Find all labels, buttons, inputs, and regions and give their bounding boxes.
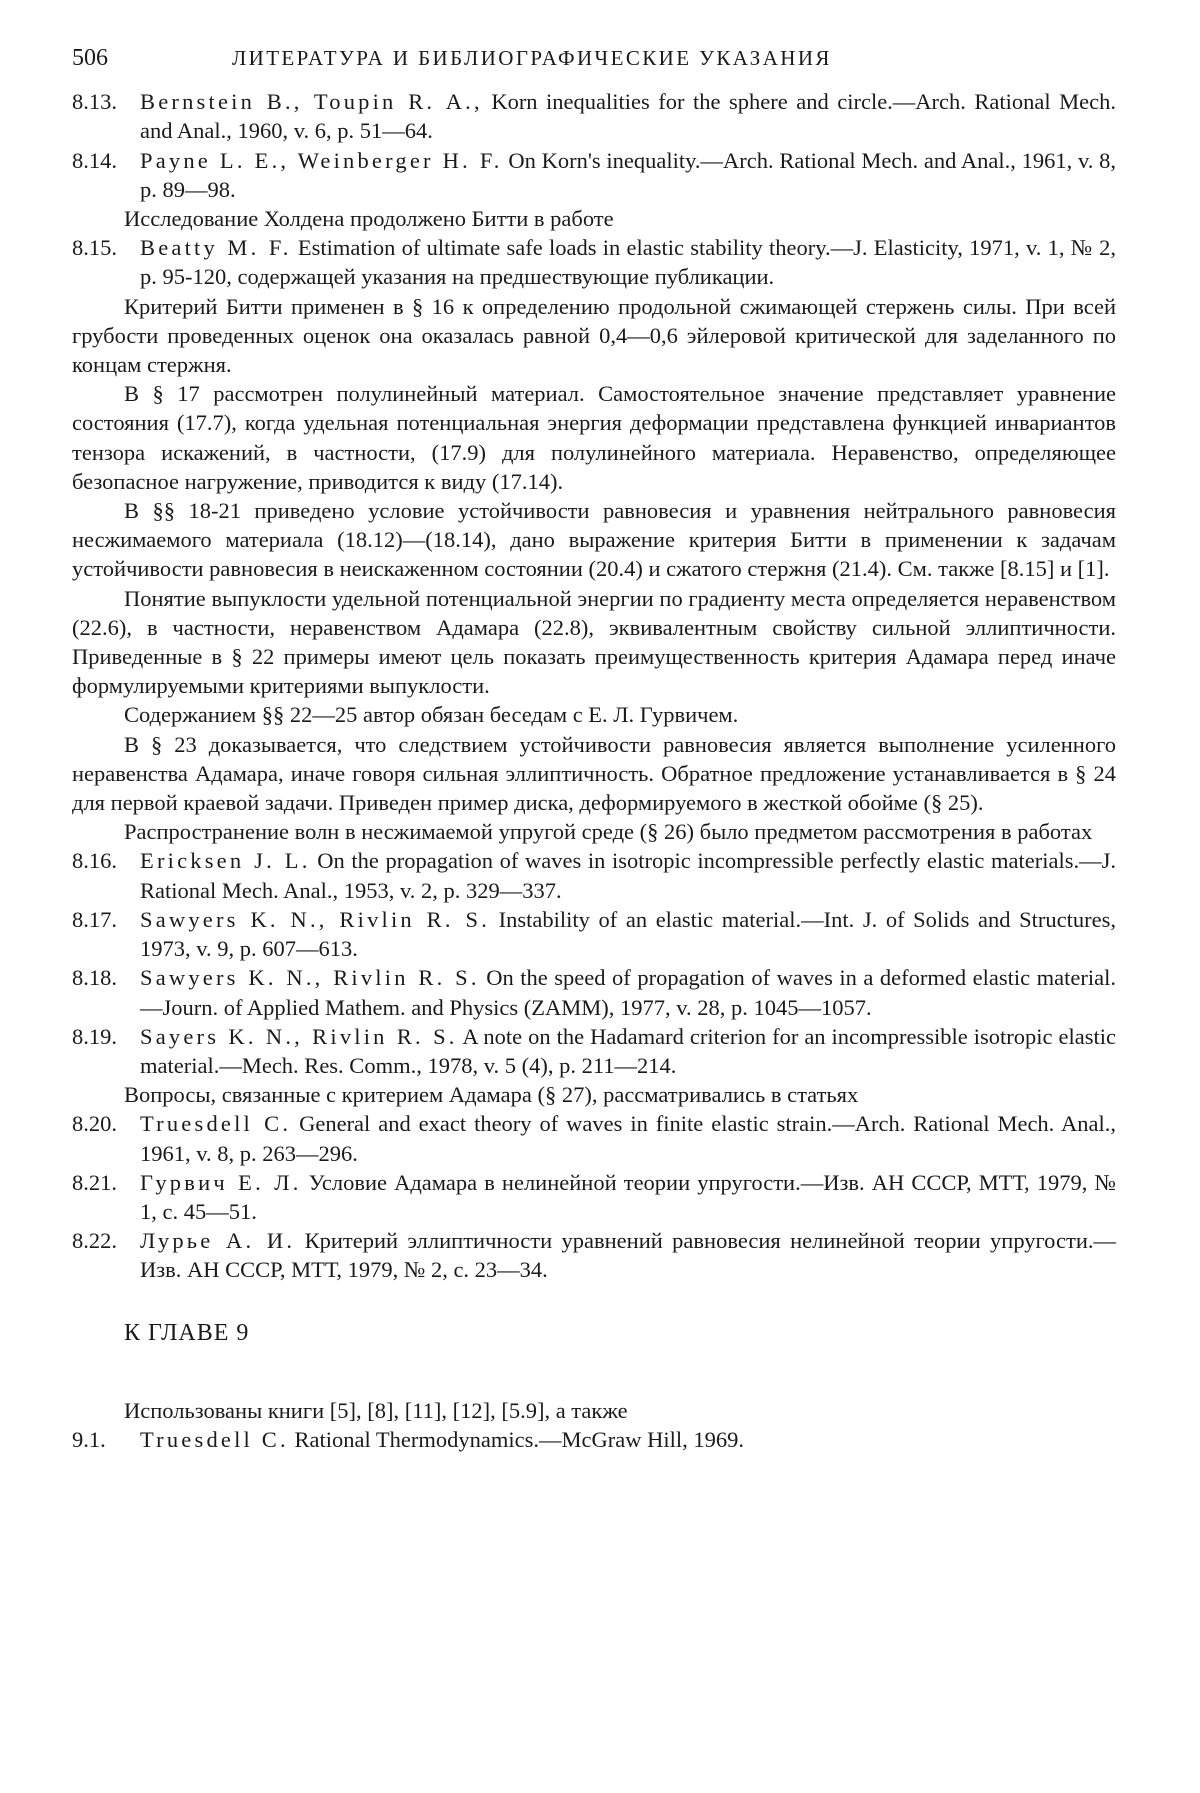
- reference-entry: [72, 1168, 1116, 1226]
- reference-details: Условие Адамара в нелинейной теории упругости.—Изв. АН СССР, МТТ, 1979, № 1, с. 45—51.: [140, 1169, 1116, 1224]
- reference-details: Критерий эллиптичности уравнений равновесия нелинейной теории упругости.—Изв. АН СССР, МТТ, 1979, № 2, с. 23—34.: [140, 1228, 1116, 1283]
- reference-text: [140, 1109, 1116, 1167]
- reference-entry: [72, 1226, 1116, 1284]
- reference-author: Beatty M. F.: [140, 235, 292, 261]
- intro-text-2: Вопросы, связанные с критерием Адамара (§ 27), рассматривались в статьях: [124, 1082, 859, 1108]
- section-heading: К ГЛАВЕ 9: [124, 1319, 250, 1346]
- intro-text-1: Исследование Холдена продолжено Битти в работе: [124, 206, 614, 232]
- paragraph-3: В §§ 18-21 приведено условие устойчивости равновесия и уравнения нейтрального равновесия несжимаемого материала (18.12)—(18.14), дано выражение критерия Битти в применении к задачам устойчивости равновесия в неискаженном состоянии (20.4) и сжатого стержня (21.4). См. также [8.15] и [1].: [72, 498, 1116, 582]
- reference-author: Bernstein B., Toupin R. A.,: [140, 89, 483, 115]
- reference-details: Estimation of ultimate safe loads in elastic stability theory.—J. Elasticity, 1971, v. 1, № 2, p. 95-120, содержащей указания на предшествующие публикации.: [140, 235, 1116, 290]
- reference-author: Sawyers K. N., Rivlin R. S.: [140, 965, 480, 991]
- reference-details: Korn inequalities for the sphere and circle.—Arch. Rational Mech. and Anal., 1960, v. 6, p. 51—64.: [140, 89, 1117, 144]
- page-header: [72, 44, 1116, 73]
- reference-entry: [72, 1109, 1116, 1167]
- reference-text: [140, 87, 1116, 145]
- reference-entry: [72, 905, 1116, 963]
- reference-author: Sayers K. N., Rivlin R. S.: [140, 1023, 458, 1049]
- reference-number: 8.19.: [72, 1023, 117, 1049]
- reference-text: [140, 1226, 1116, 1284]
- reference-number: 8.13.: [72, 89, 117, 115]
- reference-number: 9.1.: [72, 1426, 106, 1452]
- reference-author: Лурье А. И.: [140, 1228, 296, 1254]
- reference-number: 8.20.: [72, 1111, 117, 1137]
- reference-number: 8.17.: [72, 906, 117, 932]
- reference-text: [140, 233, 1116, 291]
- reference-text: [140, 905, 1116, 963]
- reference-entry: [72, 146, 1116, 204]
- paragraph-6: В § 23 доказывается, что следствием устойчивости равновесия является выполнение усиленного неравенства Адамара, иначе говоря сильная эллиптичность. Обратное предложение устанавливается в § 24 для первой краевой задачи. Приведен пример диска, деформируемого в жесткой обойме (§ 25).: [72, 731, 1116, 816]
- reference-group-a: [72, 87, 1116, 204]
- reference-group-b: [72, 233, 1116, 291]
- reference-author: Гурвич Е. Л.: [140, 1169, 302, 1195]
- reference-number: 8.14.: [72, 147, 117, 173]
- reference-entry: [72, 1425, 1116, 1454]
- reference-details: On the propagation of waves in isotropic incompressible perfectly elastic materials.—J. Rational Mech. Anal., 1953, v. 2, p. 329—337.: [140, 848, 1116, 903]
- intro-text-3: Использованы книги [5], [8], [11], [12], [5.9], а также: [124, 1397, 628, 1423]
- reference-entry: [72, 1022, 1116, 1080]
- reference-group-d: [72, 1109, 1116, 1284]
- reference-details: Instability of an elastic material.—Int. J. of Solids and Structures, 1973, v. 9, p. 607—613.: [140, 906, 1116, 962]
- reference-group-c: [72, 846, 1116, 1080]
- reference-number: 8.22.: [72, 1228, 117, 1254]
- reference-author: Sawyers K. N., Rivlin R. S.: [140, 906, 491, 932]
- reference-text: [140, 846, 1116, 904]
- reference-entry: [72, 846, 1116, 904]
- paragraph-2: В § 17 рассмотрен полулинейный материал. Самостоятельное значение представляет уравнение состояния (17.7), когда удельная потенциальная энергия деформации представлена функцией инвариантов тензора искажений, в частности, (17.9) для полулинейного материала. Неравенство, определяющее безопасное нагружение, приводится к виду (17.14).: [72, 381, 1116, 494]
- reference-entry: [72, 87, 1116, 145]
- page-number: 506: [72, 45, 108, 71]
- reference-details: A note on the Hadamard criterion for an incompressible isotropic elastic material.—Mech. Res. Comm., 1978, v. 5 (4), p. 211—214.: [140, 1023, 1116, 1078]
- reference-entry: [72, 963, 1116, 1021]
- reference-text: [140, 1168, 1116, 1226]
- reference-entry: [72, 233, 1116, 291]
- reference-details: On the speed of propagation of waves in a deformed elastic material.—Journ. of Applied Mathem. and Physics (ZAMM), 1977, v. 28, p. 1045—1057.: [140, 965, 1116, 1020]
- reference-text: [140, 1425, 1116, 1454]
- reference-author: Payne L. E., Weinberger H. F.: [140, 147, 503, 173]
- paragraph-7: Распространение волн в несжимаемой упругой среде (§ 26) было предметом рассмотрения в работах: [124, 819, 1093, 845]
- reference-number: 8.15.: [72, 235, 117, 261]
- paragraph-5: Содержанием §§ 22—25 автор обязан беседам с Е. Л. Гурвичем.: [124, 702, 739, 728]
- reference-author: Truesdell C.: [140, 1111, 292, 1137]
- reference-text: [140, 146, 1116, 204]
- reference-details: Rational Thermodynamics.—McGraw Hill, 1969.: [288, 1426, 744, 1452]
- reference-group-e: [72, 1425, 1116, 1454]
- reference-author: Truesdell C.: [140, 1426, 289, 1452]
- reference-text: [140, 963, 1116, 1021]
- reference-text: [140, 1022, 1116, 1080]
- reference-details: On Korn's inequality.—Arch. Rational Mech. and Anal., 1961, v. 8, p. 89—98.: [140, 147, 1116, 202]
- reference-number: 8.21.: [72, 1169, 117, 1195]
- reference-number: 8.16.: [72, 848, 117, 874]
- reference-author: Ericksen J. L.: [140, 848, 311, 874]
- reference-details: General and exact theory of waves in finite elastic strain.—Arch. Rational Mech. Anal., 1961, v. 8, p. 263—296.: [140, 1111, 1116, 1166]
- reference-number: 8.18.: [72, 965, 117, 991]
- paragraph-1: Критерий Битти применен в § 16 к определению продольной сжимающей стержень силы. При всей грубости проведенных оценок она оказалась равной 0,4—0,6 эйлеровой критической для заделанного по концам стержня.: [72, 293, 1116, 378]
- running-head: ЛИТЕРАТУРА И БИБЛИОГРАФИЧЕСКИЕ УКАЗАНИЯ: [232, 46, 832, 70]
- paragraph-4: Понятие выпуклости удельной потенциальной энергии по градиенту места определяется неравенством (22.6), в частности, неравенством Адамара (22.8), эквивалентным свойству сильной эллиптичности. Приведенные в § 22 примеры имеют цель показать преимущественность критерия Адамара перед иначе формулируемыми критериями выпуклости.: [72, 585, 1116, 699]
